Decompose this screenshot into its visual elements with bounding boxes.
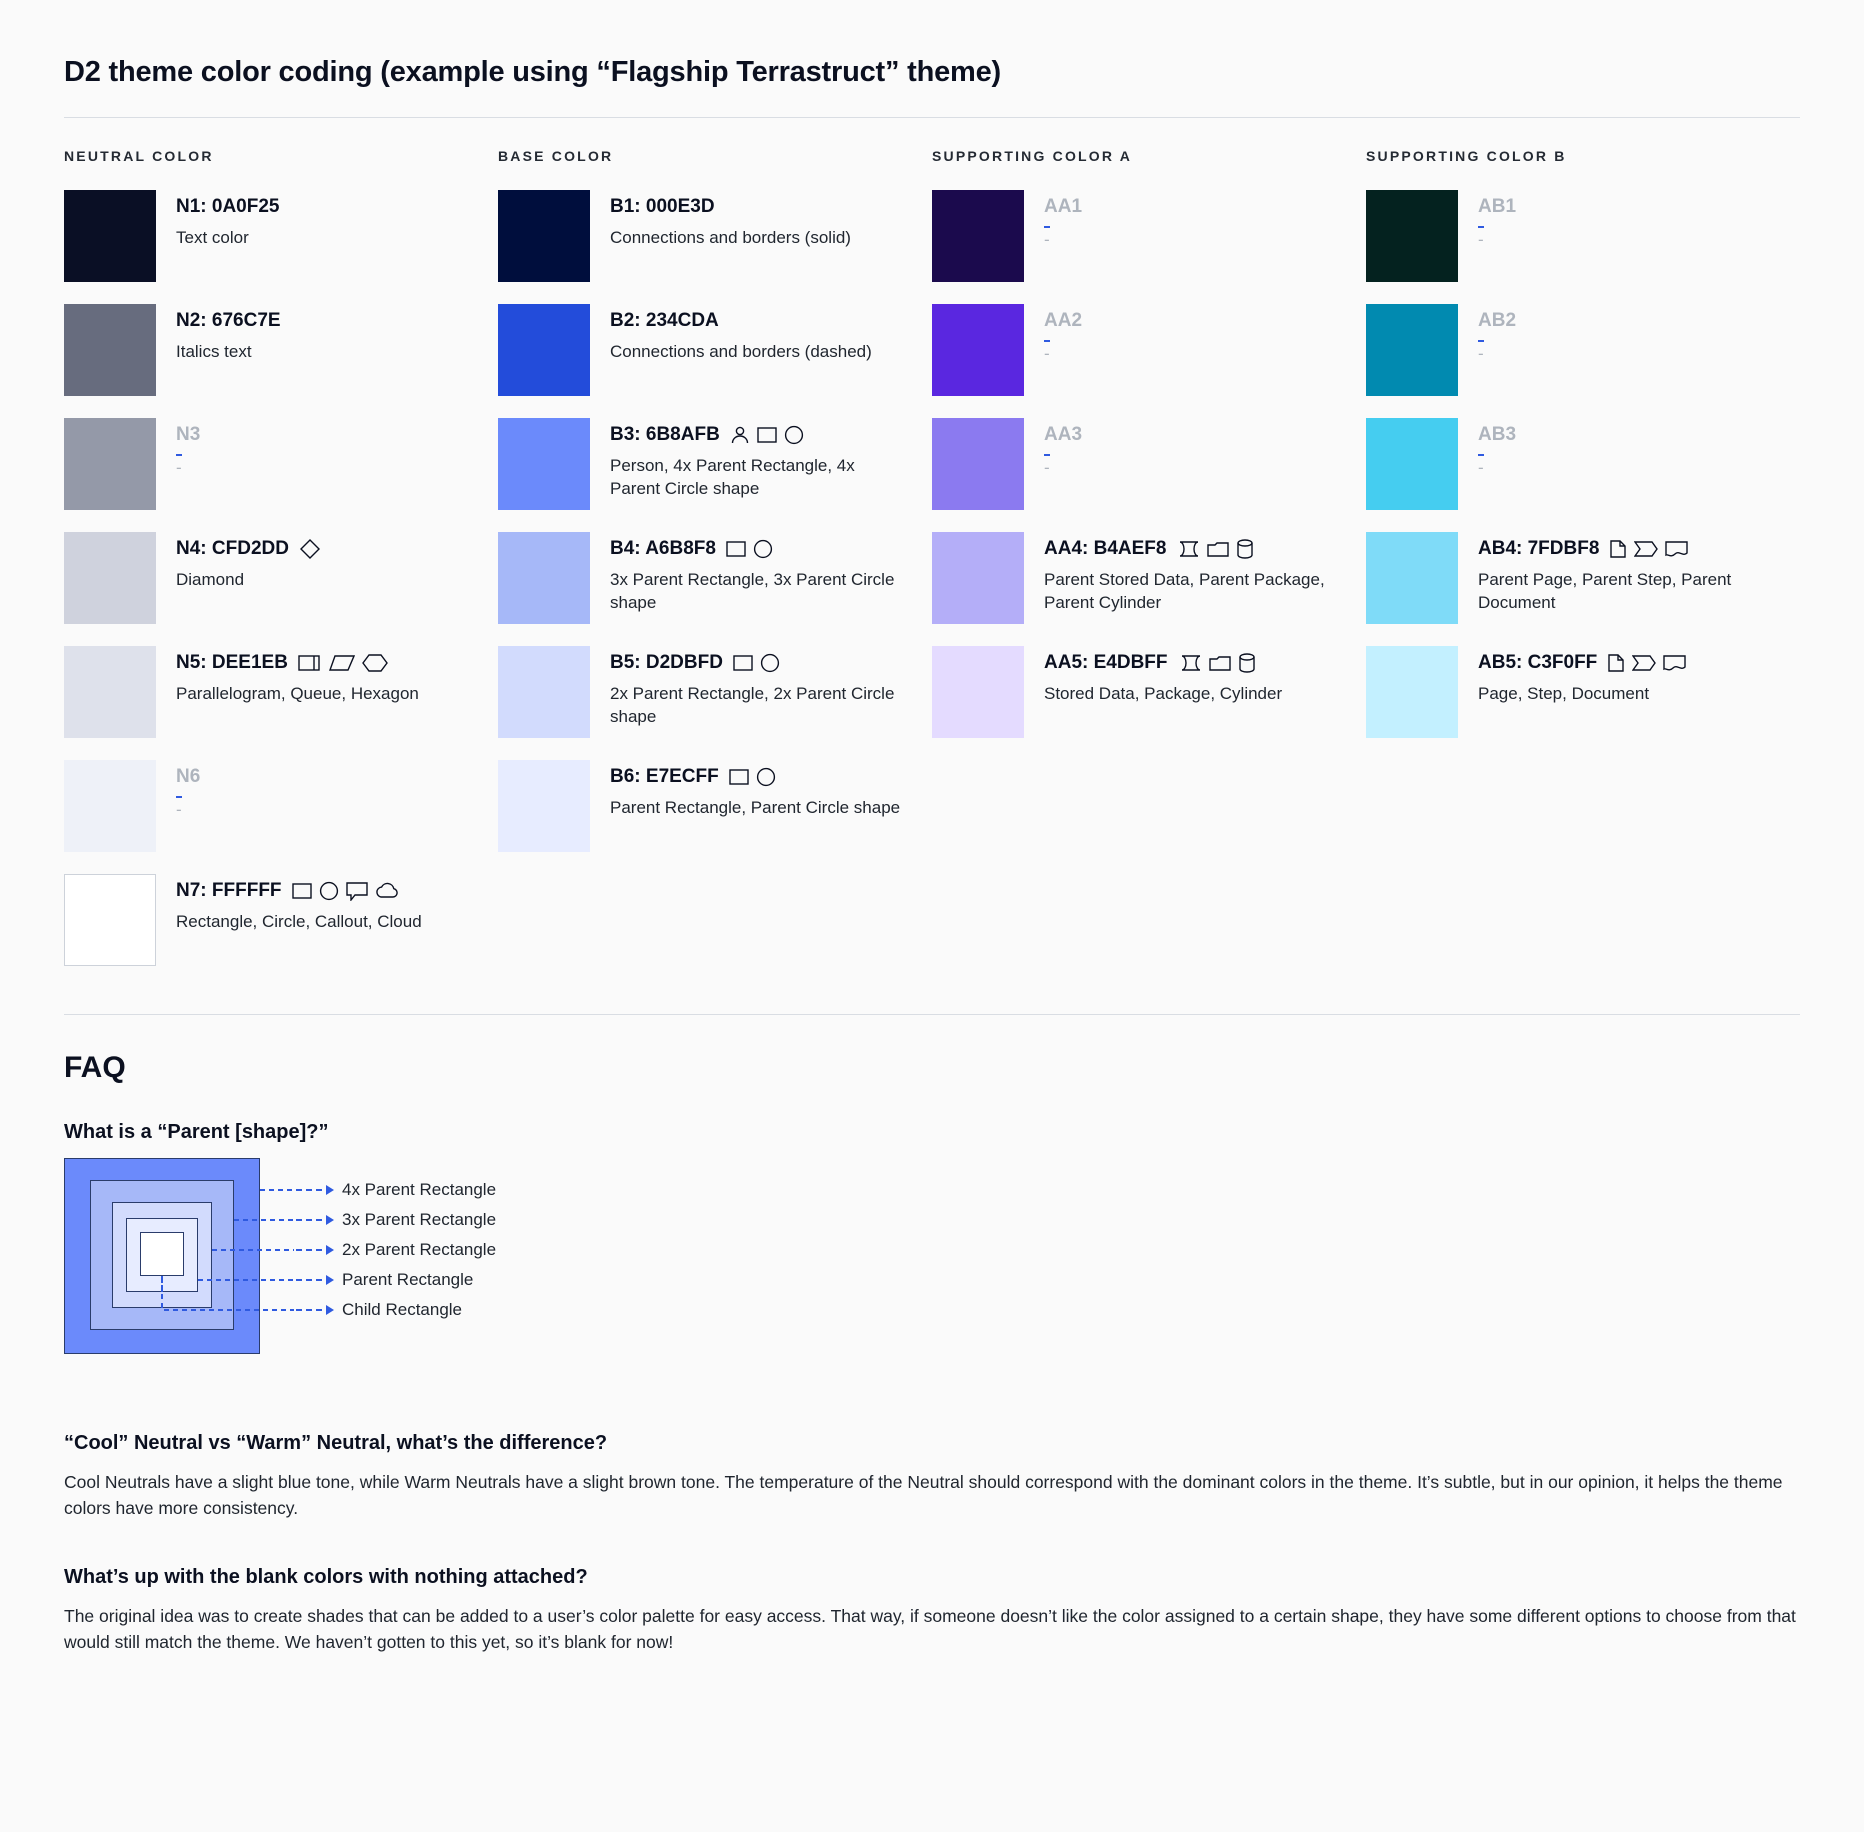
- swatch-label-row: [1044, 310, 1338, 333]
- nest-label-text: 4x Parent Rectangle: [342, 1180, 497, 1199]
- color-swatch-row: [64, 532, 470, 624]
- swatch-label-row: [176, 538, 470, 561]
- swatch-name: B6: E7ECFF: [610, 766, 719, 787]
- rectangle-icon: [726, 540, 746, 558]
- swatch-text: [1044, 304, 1338, 364]
- shape-icon-group: [1176, 539, 1254, 559]
- swatch-name: N2: 676C7E: [176, 310, 281, 331]
- faq-question-2: “Cool” Neutral vs “Warm” Neutral, what’s the difference?: [64, 1432, 608, 1454]
- color-swatch: [64, 646, 156, 738]
- color-swatch: [498, 304, 590, 396]
- color-swatch-row: [932, 190, 1338, 282]
- swatch-text: [610, 304, 904, 363]
- swatch-description: Parent Rectangle, Parent Circle shape: [610, 797, 901, 817]
- rectangle-icon: [292, 882, 312, 900]
- stored-data-icon: [1178, 654, 1202, 672]
- swatch-name: AA3: [1044, 424, 1083, 445]
- color-swatch-row: [498, 760, 904, 852]
- swatch-text: [176, 760, 470, 820]
- callout-icon: [346, 881, 368, 901]
- arrow-icon: [326, 1185, 334, 1195]
- swatch-description: Diamond: [176, 569, 245, 589]
- swatch-text: [176, 190, 470, 249]
- swatch-label-row: [610, 310, 904, 333]
- swatch-description: Connections and borders (solid): [610, 227, 851, 247]
- faq-answer-2: Cool Neutrals have a slight blue tone, while Warm Neutrals have a slight brown tone. The temperature of the Neutral should correspond with the dominant colors in the theme. It’s subtle, but in our opinion, it helps the theme colors have more consistency.: [64, 1472, 1783, 1519]
- swatch-label-row: [176, 652, 470, 675]
- circle-icon: [756, 767, 776, 787]
- color-column: [1366, 148, 1800, 988]
- swatch-description: -: [1478, 340, 1484, 342]
- color-swatch: [932, 304, 1024, 396]
- swatch-label-row: [1478, 310, 1772, 333]
- arrow-icon: [326, 1305, 334, 1315]
- color-swatch-row: [1366, 304, 1772, 396]
- swatch-description: Person, 4x Parent Rectangle, 4x Parent Circle shape: [610, 455, 855, 499]
- swatch-text: [1478, 304, 1772, 364]
- color-swatch: [1366, 532, 1458, 624]
- color-swatch-row: [1366, 190, 1772, 282]
- nest-label: [296, 1300, 462, 1320]
- color-swatch: [1366, 418, 1458, 510]
- column-header: BASE COLOR: [498, 148, 614, 164]
- color-swatch: [498, 190, 590, 282]
- page-icon: [1609, 539, 1627, 559]
- leader-line: [296, 1189, 322, 1191]
- color-swatch: [932, 190, 1024, 282]
- swatch-label-row: [1044, 196, 1338, 219]
- swatch-name: N1: 0A0F25: [176, 196, 280, 217]
- swatch-label-row: [610, 652, 904, 675]
- swatch-description: -: [1044, 340, 1050, 342]
- color-swatch: [64, 874, 156, 966]
- swatch-description: Parent Page, Parent Step, Parent Document: [1478, 569, 1732, 613]
- swatch-name: AB3: [1478, 424, 1517, 445]
- swatch-description: Parallelogram, Queue, Hexagon: [176, 683, 419, 703]
- swatch-description: -: [1478, 454, 1484, 456]
- swatch-name: B2: 234CDA: [610, 310, 719, 331]
- parent-shape-diagram: [64, 1158, 1800, 1388]
- swatch-label-row: [1044, 424, 1338, 447]
- page-title: D2 theme color coding (example using “Flagship Terrastruct” theme): [64, 56, 1002, 88]
- swatch-text: [610, 532, 904, 615]
- swatch-text: [176, 304, 470, 363]
- nest-label: [296, 1210, 496, 1230]
- swatch-text: [1478, 646, 1772, 705]
- swatch-label-row: [1044, 652, 1338, 675]
- color-swatch: [498, 760, 590, 852]
- column-header: SUPPORTING COLOR A: [932, 148, 1133, 164]
- circle-icon: [753, 539, 773, 559]
- rectangle-icon: [733, 654, 753, 672]
- swatch-text: [1044, 532, 1338, 615]
- swatch-name: B4: A6B8F8: [610, 538, 716, 559]
- leader-line: [296, 1219, 322, 1221]
- shape-icon-group: [729, 767, 776, 787]
- cylinder-icon: [1236, 539, 1254, 559]
- color-swatch-row: [932, 418, 1338, 510]
- color-columns: [64, 148, 1800, 988]
- color-swatch: [64, 532, 156, 624]
- arrow-icon: [326, 1245, 334, 1255]
- swatch-text: [176, 418, 470, 478]
- color-swatch-row: [498, 646, 904, 738]
- swatch-label-row: [176, 196, 470, 219]
- hexagon-icon: [362, 653, 388, 673]
- swatch-text: [176, 874, 470, 933]
- swatch-description: Parent Stored Data, Parent Package, Parent Cylinder: [1044, 569, 1325, 613]
- swatch-label-row: [1478, 538, 1772, 561]
- nest-label-text: Child Rectangle: [342, 1300, 463, 1319]
- cylinder-icon: [1238, 653, 1256, 673]
- color-column: [498, 148, 932, 988]
- package-icon: [1209, 654, 1231, 672]
- swatch-text: [1478, 418, 1772, 478]
- color-swatch-row: [1366, 418, 1772, 510]
- color-swatch: [1366, 190, 1458, 282]
- swatch-name: B1: 000E3D: [610, 196, 715, 217]
- swatch-name: AB1: [1478, 196, 1517, 217]
- circle-icon: [784, 425, 804, 445]
- circle-icon: [319, 881, 339, 901]
- page-icon: [1607, 653, 1625, 673]
- faq-question-1: What is a “Parent [shape]?”: [64, 1121, 329, 1143]
- color-swatch-row: [64, 646, 470, 738]
- color-swatch: [64, 304, 156, 396]
- swatch-label-row: [610, 766, 904, 789]
- swatch-description: -: [176, 796, 182, 798]
- color-swatch-row: [64, 190, 470, 282]
- swatch-name: AA5: E4DBFF: [1044, 652, 1168, 673]
- swatch-description: 2x Parent Rectangle, 2x Parent Circle shape: [610, 683, 895, 727]
- step-icon: [1632, 654, 1656, 672]
- swatch-label-row: [1044, 538, 1338, 561]
- swatch-description: Rectangle, Circle, Callout, Cloud: [176, 911, 422, 931]
- swatch-name: B3: 6B8AFB: [610, 424, 720, 445]
- swatch-label-row: [610, 196, 904, 219]
- swatch-description: Italics text: [176, 341, 252, 361]
- swatch-label-row: [1478, 196, 1772, 219]
- color-swatch-row: [64, 760, 470, 852]
- shape-icon-group: [299, 538, 321, 560]
- document-icon: [1665, 540, 1689, 558]
- color-swatch: [64, 760, 156, 852]
- nested-rect-labels: [294, 1158, 714, 1388]
- nested-rectangles: [64, 1158, 294, 1388]
- swatch-text: [1044, 190, 1338, 250]
- swatch-label-row: [1478, 652, 1772, 675]
- rectangle-icon: [729, 768, 749, 786]
- shape-icon-group: [1607, 653, 1687, 673]
- color-swatch: [1366, 304, 1458, 396]
- swatch-description: -: [1478, 226, 1484, 228]
- swatch-description: Page, Step, Document: [1478, 683, 1650, 703]
- nest-label-text: Parent Rectangle: [342, 1270, 474, 1289]
- color-swatch: [932, 418, 1024, 510]
- shape-icon-group: [733, 653, 780, 673]
- circle-icon: [760, 653, 780, 673]
- swatch-name: N3: [176, 424, 201, 445]
- faq-divider: [64, 1014, 1800, 1015]
- nest-label: [296, 1240, 496, 1260]
- color-swatch: [932, 646, 1024, 738]
- color-swatch: [1366, 646, 1458, 738]
- document-icon: [1663, 654, 1687, 672]
- arrow-icon: [326, 1275, 334, 1285]
- color-swatch: [498, 646, 590, 738]
- shape-icon-group: [292, 881, 401, 901]
- swatch-description: -: [1044, 226, 1050, 228]
- color-column: [64, 148, 498, 988]
- swatch-text: [1044, 646, 1338, 705]
- swatch-label-row: [1478, 424, 1772, 447]
- color-swatch-row: [932, 304, 1338, 396]
- color-swatch: [498, 418, 590, 510]
- title-divider: [64, 117, 1800, 118]
- leader-line: [296, 1279, 322, 1281]
- swatch-text: [610, 760, 904, 819]
- swatch-label-row: [176, 424, 470, 447]
- swatch-name: N6: [176, 766, 201, 787]
- arrow-icon: [326, 1215, 334, 1225]
- shape-icon-group: [298, 653, 388, 673]
- column-header: NEUTRAL COLOR: [64, 148, 214, 164]
- color-swatch: [64, 418, 156, 510]
- color-swatch-row: [932, 532, 1338, 624]
- nest-label: [296, 1180, 496, 1200]
- swatch-label-row: [176, 310, 470, 333]
- color-swatch-row: [498, 532, 904, 624]
- swatch-name: N7: FFFFFF: [176, 880, 282, 901]
- shape-icon-group: [1178, 653, 1256, 673]
- swatch-name: N4: CFD2DD: [176, 538, 289, 559]
- color-swatch-row: [1366, 532, 1772, 624]
- color-swatch: [64, 190, 156, 282]
- swatch-description: -: [1044, 454, 1050, 456]
- swatch-text: [610, 190, 904, 249]
- faq-heading: FAQ: [64, 1051, 126, 1084]
- leader-line: [296, 1309, 322, 1311]
- cloud-icon: [375, 881, 401, 901]
- swatch-name: AB4: 7FDBF8: [1478, 538, 1600, 559]
- nest-label: [296, 1270, 473, 1290]
- color-column: [932, 148, 1366, 988]
- package-icon: [1207, 540, 1229, 558]
- swatch-label-row: [610, 424, 904, 447]
- color-swatch-row: [498, 418, 904, 510]
- color-swatch-row: [1366, 646, 1772, 738]
- swatch-description: Stored Data, Package, Cylinder: [1044, 683, 1283, 703]
- swatch-description: Connections and borders (dashed): [610, 341, 872, 361]
- faq-question-3: What’s up with the blank colors with nothing attached?: [64, 1565, 588, 1588]
- color-swatch-row: [498, 190, 904, 282]
- swatch-name: AA4: B4AEF8: [1044, 538, 1167, 559]
- swatch-description: -: [176, 454, 182, 456]
- swatch-name: B5: D2DBFD: [610, 652, 723, 673]
- color-swatch: [498, 532, 590, 624]
- swatch-label-row: [610, 538, 904, 561]
- queue-icon: [298, 654, 322, 672]
- swatch-text: [1478, 532, 1772, 615]
- swatch-name: N5: DEE1EB: [176, 652, 288, 673]
- nest-label-text: 3x Parent Rectangle: [342, 1210, 497, 1229]
- color-swatch: [932, 532, 1024, 624]
- swatch-name: AB5: C3F0FF: [1478, 652, 1598, 673]
- swatch-text: [1478, 190, 1772, 250]
- faq-answer-3: The original idea was to create shades that can be added to a user’s color palette for easy access. That way, if someone doesn’t like the color assigned to a certain shape, they have some different options to choose from that would still match the theme. We haven’t gotten to this yet, so it’s blank for now!: [64, 1605, 1796, 1652]
- color-swatch-row: [932, 646, 1338, 738]
- swatch-text: [176, 646, 470, 705]
- swatch-text: [610, 418, 904, 501]
- nest-label-text: 2x Parent Rectangle: [342, 1240, 497, 1259]
- color-swatch-row: [64, 874, 470, 966]
- swatch-name: AB2: [1478, 310, 1517, 331]
- swatch-text: [610, 646, 904, 729]
- swatch-description: 3x Parent Rectangle, 3x Parent Circle shape: [610, 569, 895, 613]
- stored-data-icon: [1176, 540, 1200, 558]
- swatch-description: Text color: [176, 227, 249, 247]
- shape-icon-group: [730, 425, 804, 445]
- color-swatch-row: [64, 304, 470, 396]
- step-icon: [1634, 540, 1658, 558]
- swatch-name: AA1: [1044, 196, 1083, 217]
- color-swatch-row: [64, 418, 470, 510]
- column-header: SUPPORTING COLOR B: [1366, 148, 1567, 164]
- swatch-text: [176, 532, 470, 591]
- swatch-text: [1044, 418, 1338, 478]
- person-icon: [730, 425, 750, 445]
- shape-icon-group: [726, 539, 773, 559]
- diamond-icon: [299, 538, 321, 560]
- rectangle-icon: [757, 426, 777, 444]
- leader-line: [296, 1249, 322, 1251]
- nested-rect-child: [140, 1232, 184, 1276]
- swatch-name: AA2: [1044, 310, 1083, 331]
- swatch-label-row: [176, 880, 470, 903]
- swatch-label-row: [176, 766, 470, 789]
- parallelogram-icon: [329, 654, 355, 672]
- shape-icon-group: [1609, 539, 1689, 559]
- color-swatch-row: [498, 304, 904, 396]
